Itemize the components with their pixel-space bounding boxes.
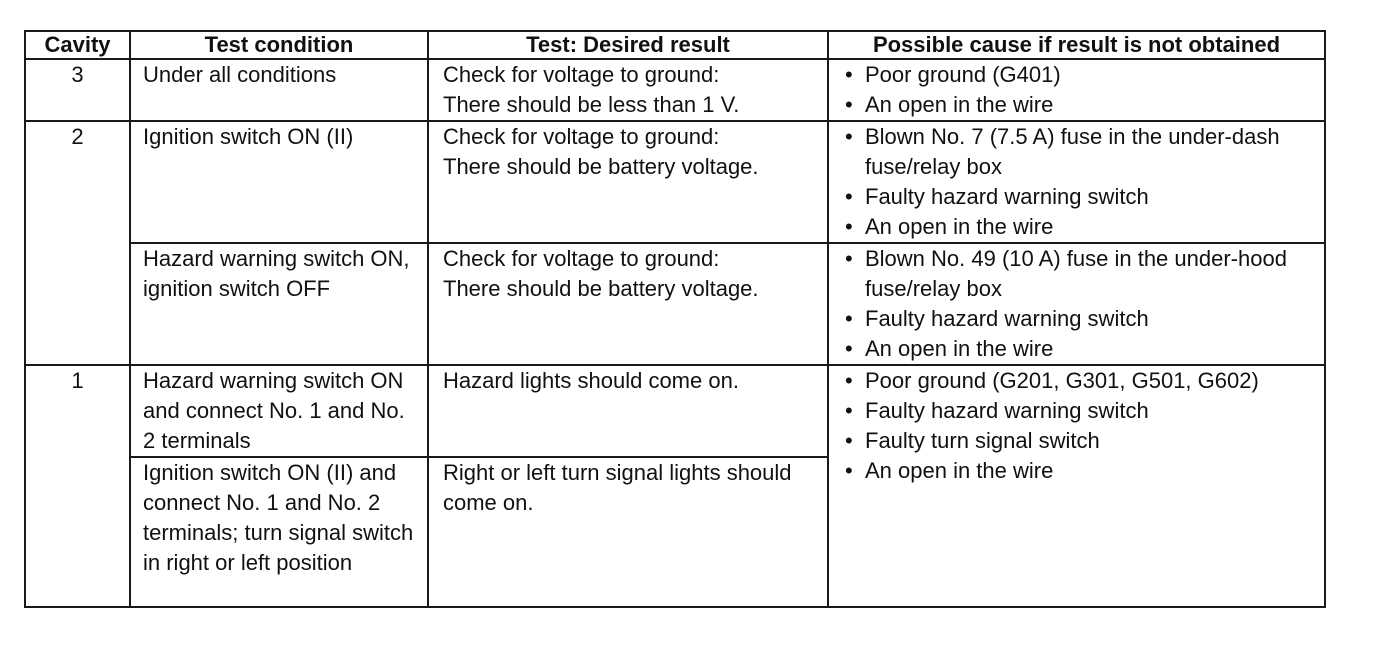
desired-result-cell (428, 121, 828, 243)
bullet-icon: • (845, 306, 853, 331)
table-row (25, 243, 1325, 365)
bullet-icon: • (845, 428, 853, 453)
desired-result-cell (428, 59, 828, 121)
cause-item (839, 426, 1314, 456)
possible-cause-cell (828, 243, 1325, 365)
cause-text: An open in the wire (865, 214, 1054, 239)
cause-item (839, 396, 1314, 426)
test-condition-cell: Under all conditions (130, 59, 428, 121)
test-table (24, 30, 1326, 608)
desired-result-cell (428, 243, 828, 365)
cause-text: Poor ground (G401) (865, 62, 1061, 87)
cause-text: An open in the wire (865, 458, 1054, 483)
result-line: Hazard lights should come on. (443, 368, 739, 393)
test-condition-cell: Hazard warning switch ON, ignition switch OFF (130, 243, 428, 365)
header-possible-cause: Possible cause if result is not obtained (828, 31, 1325, 59)
cause-text: Blown No. 7 (7.5 A) fuse in the under-dash fuse/relay box (865, 124, 1280, 179)
bullet-icon: • (845, 124, 853, 149)
result-line: Check for voltage to ground: (443, 246, 720, 271)
cavity-cell: 2 (25, 121, 130, 365)
cause-item (839, 244, 1314, 304)
result-line: Check for voltage to ground: (443, 124, 720, 149)
result-line: There should be less than 1 V. (443, 92, 740, 117)
bullet-icon: • (845, 368, 853, 393)
cause-item (839, 366, 1314, 396)
bullet-icon: • (845, 184, 853, 209)
test-condition-cell: Ignition switch ON (II) (130, 121, 428, 243)
cavity-cell: 1 (25, 365, 130, 607)
table-row (25, 365, 1325, 457)
result-line: There should be battery voltage. (443, 276, 759, 301)
table-row (25, 121, 1325, 243)
bullet-icon: • (845, 336, 853, 361)
possible-cause-cell (828, 365, 1325, 607)
cause-text: Faulty turn signal switch (865, 428, 1100, 453)
cause-item (839, 304, 1314, 334)
desired-result-cell: Right or left turn signal lights should come on. (428, 457, 828, 607)
cause-list (839, 60, 1314, 120)
cause-item (839, 90, 1314, 120)
table-row (25, 59, 1325, 121)
result-line: Check for voltage to ground: (443, 62, 720, 87)
cause-item (839, 212, 1314, 242)
bullet-icon: • (845, 246, 853, 271)
cause-list (839, 122, 1314, 242)
header-test-condition: Test condition (130, 31, 428, 59)
header-cavity: Cavity (25, 31, 130, 59)
cause-text: Faulty hazard warning switch (865, 398, 1149, 423)
result-line: There should be battery voltage. (443, 154, 759, 179)
cause-item (839, 60, 1314, 90)
possible-cause-cell (828, 59, 1325, 121)
bullet-icon: • (845, 92, 853, 117)
cause-text: Blown No. 49 (10 A) fuse in the under-hood fuse/relay box (865, 246, 1287, 301)
bullet-icon: • (845, 458, 853, 483)
test-condition-cell: Ignition switch ON (II) and connect No. 1 and No. 2 terminals; turn signal switch in right or left position (130, 457, 428, 607)
cause-list (839, 366, 1314, 486)
cause-text: An open in the wire (865, 336, 1054, 361)
cause-text: Poor ground (G201, G301, G501, G602) (865, 368, 1259, 393)
cause-text: Faulty hazard warning switch (865, 184, 1149, 209)
cause-item (839, 334, 1314, 364)
bullet-icon: • (845, 62, 853, 87)
cause-item (839, 122, 1314, 182)
cavity-cell: 3 (25, 59, 130, 121)
test-condition-cell: Hazard warning switch ON and connect No. 1 and No. 2 terminals (130, 365, 428, 457)
cause-text: An open in the wire (865, 92, 1054, 117)
bullet-icon: • (845, 398, 853, 423)
bullet-icon: • (845, 214, 853, 239)
cause-text: Faulty hazard warning switch (865, 306, 1149, 331)
header-desired-result: Test: Desired result (428, 31, 828, 59)
header-row (25, 31, 1325, 59)
cause-item (839, 182, 1314, 212)
cause-list (839, 244, 1314, 364)
cause-item (839, 456, 1314, 486)
desired-result-cell (428, 365, 828, 457)
possible-cause-cell (828, 121, 1325, 243)
